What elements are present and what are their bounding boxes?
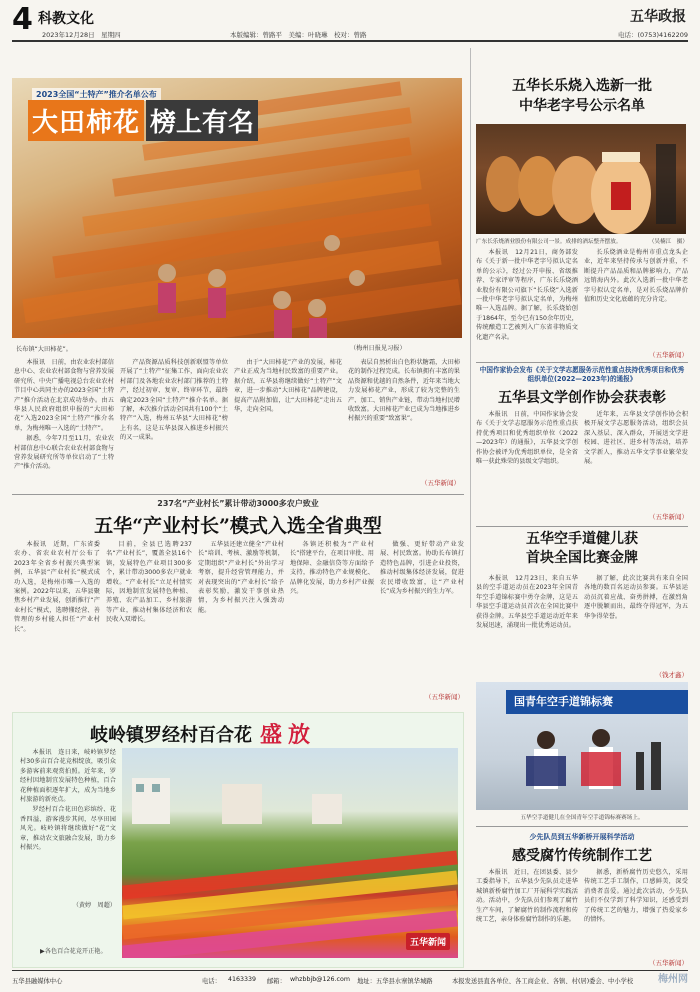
- story1-title-rest: 榜上有名: [146, 100, 258, 141]
- story5-caption: 五华空手道健儿在全国青年空手道锦标赛赛场上。: [520, 815, 644, 821]
- story7-paragraph: 本报讯 近日，在团县委、县少工委指导下，五华县少先队员走进华城镇新桥腐竹加工厂开展科学实践活动。活动中，少先队员们参观了腐竹生产车间，了解腐竹的制作流程和传统工艺，亲身体验腐竹制作的乐趣。: [476, 869, 578, 924]
- story6-paragraph: 罗经村百合花田色彩缤纷、花香四溢，游客漫步其间，尽享田园风光。岐岭镇将继续做好“花”文章，推动农文旅融合发展，助力乡村振兴。: [20, 806, 116, 852]
- section-divider: [476, 526, 688, 527]
- story7-credit: （五华新闻）: [649, 959, 688, 967]
- story5-column-1: [476, 574, 578, 678]
- story3-column-1: [476, 410, 578, 520]
- story4-paragraph: 做强、更好带动产业发展、村民致富。协助长布镇打造特色品牌，引进企业投资，推动村级集体经济发展，促进农民增收致富，让“产业村长”成为乡村振兴的生力军。: [380, 541, 464, 596]
- story4-column-2: [106, 540, 192, 700]
- wine-jar-photo: [476, 124, 686, 234]
- story1-paragraph: 据悉，今年7月至11月，农业农村部信息中心联合农业农村部食物与营养发展研究所等单位启动了“土特产”推介活动。: [14, 435, 114, 471]
- newspaper-name: 五华政报: [630, 9, 686, 25]
- story5-title: [476, 530, 688, 568]
- footer-publisher: 五华县融媒体中心: [12, 978, 63, 985]
- story5-title-line2: 首块全国比赛金牌: [526, 550, 638, 566]
- story2-caption: 广东长乐烧酒业股份有限公司一景。成排的酒坛整齐摆放。: [476, 239, 622, 245]
- story7-title: 感受腐竹传统制作工艺: [512, 848, 652, 864]
- story6-paragraph: 本报讯 连日来，岐岭镇罗经村30多亩百合花竞相绽放，吸引众多游客前来观赏拍照。近年来，罗经村因地制宜发展特色种植，百合花种植面积逐年扩大，成为当地乡村旅游的新亮点。: [20, 749, 116, 804]
- story1-column-1: [14, 358, 114, 486]
- story5-credit: （钱才鑫）: [655, 671, 688, 679]
- story7-column-1: [476, 868, 578, 968]
- story7-paragraph: 据悉，新桥腐竹历史悠久，采用传统工艺手工制作，口感鲜美，深受消费者喜爱。通过此次活动，少先队员们不仅学到了科学知识，还感受到了传统工艺的魅力，增强了热爱家乡的情怀。: [584, 869, 688, 924]
- story3-kicker: 中国作家协会发布《关于文学志愿服务示范性重点扶持优秀项目和优秀组织单位(2022—2023年)的通报》: [479, 366, 685, 383]
- story4-paragraph: 各镇还积极为“产业村长”搭建平台，在项目审批、用地保障、金融信贷等方面给予支持，推动特色产业规模化、品牌化发展，助力乡村产业振兴。: [290, 541, 374, 596]
- story4-credit: （五华新闻）: [425, 693, 464, 701]
- story1-title-highlight: 大田柿花: [28, 100, 144, 141]
- footer-email-label: 邮箱：: [267, 978, 286, 985]
- lily-field-photo: [122, 748, 458, 958]
- section-title: 科教文化: [38, 11, 94, 27]
- page-number: 4: [12, 2, 33, 37]
- section-divider: [476, 362, 688, 363]
- story7-kicker: 少先队员到五华新桥开展科学活动: [529, 833, 635, 841]
- story3-title: 五华县文学创作协会获表彰: [498, 390, 666, 406]
- section-divider: [476, 826, 688, 827]
- story2-credit: （五华新闻）: [649, 351, 688, 359]
- story1-paragraph: 表层自然析出白色粉状糖霜，大田柿花的制作过程完成。长布镇拥有丰富的果品资源和优越的自然条件，近年来当地大力发展柿花产业，形成了较为完整的生产、加工、销售产业链，带动当地村民增收致富。大田柿花产业已成为当地推进乡村振兴的重要“致富果”。: [348, 359, 460, 423]
- header-rule: [12, 40, 688, 42]
- story4-column-3: [198, 540, 284, 700]
- karate-banner: 国青年空手道锦标赛: [506, 690, 688, 714]
- story4-column-5: [380, 540, 464, 690]
- story4-paragraph: 本报讯 近期，广东省委农办、省农业农村厅公布了2023年全省乡村振兴典型案例，五华县“产业村长”模式成功入选，是梅州市唯一入选的案例。2022年以来，五华县聚焦乡村产业发展，创新推行“产业村长”模式，选聘懂经营、善管理的乡村能人担任“产业村长”。: [14, 541, 100, 633]
- masthead: [0, 0, 700, 44]
- story1-column-4: [348, 358, 460, 476]
- story5-title-line1: 五华空手道健儿获: [526, 531, 638, 547]
- story6-column-1: [20, 748, 116, 898]
- footer-email: whzbbjb@126.com: [290, 976, 350, 983]
- story3-paragraph: 本报讯 日前，中国作家协会发布《关于文学志愿服务示范性重点扶持优秀项目和优秀组织单位（2022—2023年）的通报》，五华县文学创作协会被评为优秀组织单位，是全省唯一获此殊荣的县级文学组织。: [476, 411, 578, 466]
- issue-date: 2023年12月28日 星期四: [42, 31, 121, 39]
- story2-title-line1: 五华长乐烧入选新一批: [512, 78, 652, 94]
- story4-column-1: [14, 540, 100, 700]
- story2-caption-credit: （吴楠江 摄）: [648, 239, 688, 245]
- story7-column-2: [584, 868, 688, 958]
- footer-phone: 4163339: [228, 976, 257, 983]
- footer-rule: [12, 970, 688, 971]
- story6-title-accent: 盛放: [260, 722, 317, 748]
- story5-paragraph: 据了解，此次比赛共有来自全国各地的数百名运动员参赛。五华县运动员沉着应战、奋勇拼搏，在激烈角逐中脱颖而出，最终夺得冠军，为五华争得荣誉。: [584, 575, 688, 620]
- story1-paragraph: 由于“大田柿花”产业的发展，柿花产业正成为当地村民致富的重要产业。据介绍，五华县将继续做好“土特产”文章，进一步推动“大田柿花”品牌建设，提高产品附加值，让“大田柿花”走出五华，走向全国。: [234, 359, 342, 414]
- story3-credit: （五华新闻）: [649, 513, 688, 521]
- column-divider: [470, 48, 471, 608]
- story1-paragraph: 产品资源品质科技创新联盟等单位开展了“土特产”征集工作，面向农业农村部门及各地农业农村部门推荐的土特产，经过初审、复审、终审环节，最终确定2023全国“土特产”推介名单。据了解，本次推介活动全国共有100个“土特产”入选，梅州五华县“大田柿花”榜上有名，这是五华县深入推进乡村振兴的又一成果。: [120, 359, 228, 442]
- footer-note: 本报发送县直各单位、各工商企业、各镇、村(居)委会、中小学校: [452, 978, 634, 985]
- story4-paragraph: 目前，全县已选聘237名“产业村长”，覆盖全县16个镇，发展特色产业项目300多个，累计带动3000多农户就业增收。“产业村长”立足村情实际，因地制宜发展特色种植、养殖、农产品加工、乡村旅游等产业，推动村集体经济和农民收入双增长。: [106, 541, 192, 624]
- story3-column-2: [584, 410, 688, 510]
- story3-paragraph: 近年来，五华县文学创作协会积极开展文学志愿服务活动，组织会员深入基层、深入群众，开展送文学进校园、进社区、进乡村等活动，培养文学新人，推动五华文学事业繁荣发展。: [584, 411, 688, 466]
- story4-title: 五华“产业村长”模式入选全省典型: [94, 515, 382, 537]
- story2-paragraph: 长乐烧酒业是梅州市重点龙头企业，近年来坚持传承与创新并重，不断提升产品品质和品牌影响力，产品远销海内外。此次入选新一批中华老字号拟认定名单，是对长乐烧品牌价值和历史文化底蕴的充分肯定。: [584, 249, 688, 304]
- footer: [12, 974, 688, 988]
- story1-photo-credit: （梅州日报见习报）: [350, 345, 406, 352]
- story2-title-line2: 中华老字号公示名单: [519, 98, 645, 114]
- footer-address: 地址：五华县水寨镇华城路: [357, 978, 433, 985]
- footer-watermark: 梅州网: [658, 974, 688, 985]
- section-divider: [12, 494, 464, 495]
- editor-credit: 本版编辑：曾路平 美编：叶晓琳 校对：曾路: [230, 31, 367, 39]
- story1-paragraph: 本报讯 日前，由农业农村部信息中心、农业农村部食物与营养发展研究所、中央广播电视总台农业农村节目中心共同主办的2023全国“土特产”推介活动在北京成功举办。由五华县人民政府组织申报的“大田柿花”入选2023全国“土特产”推介名单，为梅州唯一入选的“土特产”。: [14, 359, 114, 432]
- story2-paragraph: 本报讯 12月21日，商务部发布《关于新一批中华老字号拟认定名单的公示》，经过公开申报、省级推荐、专家评审等程序，广东长乐烧酒业股份有限公司旗下“长乐烧”入选新一批中华老字号拟认定名单，为梅州唯一入选品牌。据了解，长乐烧始创于1864年，至今已有150余年历史，传统酿造工艺被列入广东省非物质文化遗产名录。: [476, 249, 578, 341]
- karate-photo: [476, 682, 688, 810]
- story4-kicker: 237名“产业村长”累计带动3000多农户致业: [157, 499, 319, 508]
- story6-credit: （黄婷 周超）: [72, 902, 116, 909]
- story1-column-3: [234, 358, 342, 486]
- newspaper-phone: 电话：(0753)4162209: [617, 31, 688, 39]
- story6-logo: 五华新闻: [406, 933, 450, 950]
- story6-title: [90, 718, 316, 749]
- story4-column-4: [290, 540, 374, 700]
- story6-title-text: 岐岭镇罗经村百合花: [90, 724, 252, 746]
- story2-column-2: [584, 248, 688, 348]
- story2-column-1: [476, 248, 578, 358]
- story2-title: [476, 76, 688, 116]
- story1-column-2: [120, 358, 228, 486]
- footer-phone-label: 电话：: [202, 978, 221, 985]
- story6-caption: ▶各色百合花竞开正艳。: [40, 948, 107, 955]
- story1-title: [28, 100, 258, 141]
- story1-credit: （五华新闻）: [421, 479, 460, 487]
- story4-paragraph: 五华县还建立健全“产业村长”培训、考核、激励等机制，定期组织“产业村长”外出学习考察，提升经营管理能力，并对表现突出的“产业村长”给予表彰奖励，激发干事创业热情，为乡村振兴注入强劲动能。: [198, 541, 284, 614]
- story1-caption: 长布镇“大田柿花”。: [16, 346, 72, 353]
- story1-kicker: 2023全国“土特产”推介名单公布: [32, 88, 161, 101]
- story5-column-2: [584, 574, 688, 668]
- story5-paragraph: 本报讯 12月23日，来自五华县的空手道运动员在2023年全国青年空手道锦标赛中勇夺金牌，这是五华县空手道运动员首次在全国比赛中获得金牌。五华县空手道运动近年来发展迅速，涌现出一批优秀运动员。: [476, 575, 578, 630]
